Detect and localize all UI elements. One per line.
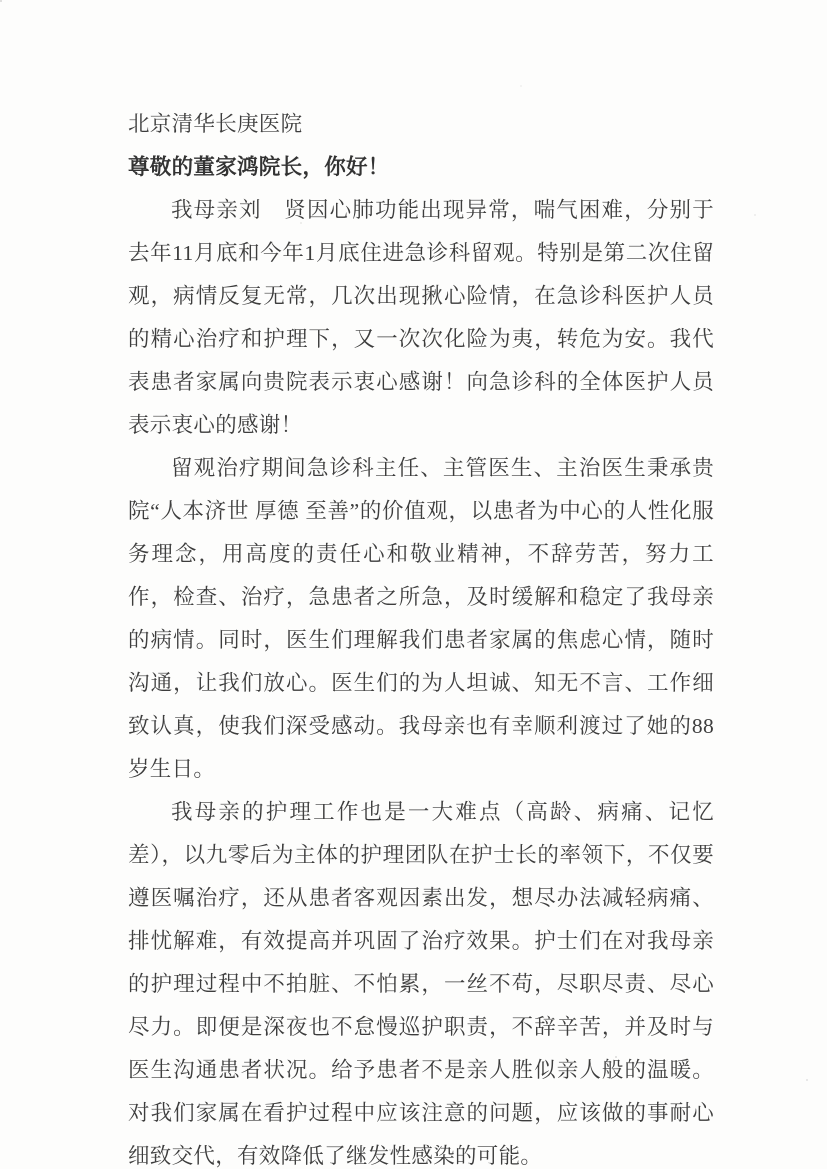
paragraph-2: 留观治疗期间急诊科主任、主管医生、主治医生秉承贵院“人本济世 厚德 至善”的价值观，以患者为中心的人性化服务理念，用高度的责任心和敬业精神，不辞劳苦，努力工作，检查、治疗，急患者之所急，及时缓解和稳定了我母亲的病情。同时，医生们理解我们患者家属的焦虑心情，随时沟通，让我们放心。医生们的为人坦诚、知无不言、工作细致认真，使我们深受感动。我母亲也有幸顺利渡过了她的88岁生日。 — [128, 456, 714, 781]
recipient-line: 北京清华长庚医院 — [128, 112, 303, 136]
letter-body — [128, 103, 714, 1169]
paragraph-3: 我母亲的护理工作也是一大难点（高龄、病痛、记忆差），以九零后为主体的护理团队在护士长的率领下，不仅要遵医嘱治疗，还从患者客观因素出发，想尽办法减轻病痛、排忧解难，有效提高并巩固了治疗效果。护士们在对我母亲的护理过程中不拍脏、不怕累，一丝不苟，尽职尽责、尽心尽力。即便是深夜也不怠慢巡护职责，不辞辛苦，并及时与医生沟通患者状况。给予患者不是亲人胜似亲人般的温暖。对我们家属在看护过程中应该注意的问题，应该做的事耐心细致交代，有效降低了继发性感染的可能。 — [128, 800, 714, 1168]
salutation-line: 尊敬的董家鸿院长，你好！ — [128, 155, 390, 179]
paragraph-1: 我母亲刘 贤因心肺功能出现异常，喘气困难，分别于去年11月底和今年1月底住进急诊科留观。特别是第二次住留观，病情反复无常，几次出现揪心险情，在急诊科医护人员的精心治疗和护理下，又一次次化险为夷，转危为安。我代表患者家属向贵院表示衷心感谢！向急诊科的全体医护人员表示衷心的感谢！ — [128, 198, 714, 437]
scan-noise-specks — [0, 0, 2, 2]
